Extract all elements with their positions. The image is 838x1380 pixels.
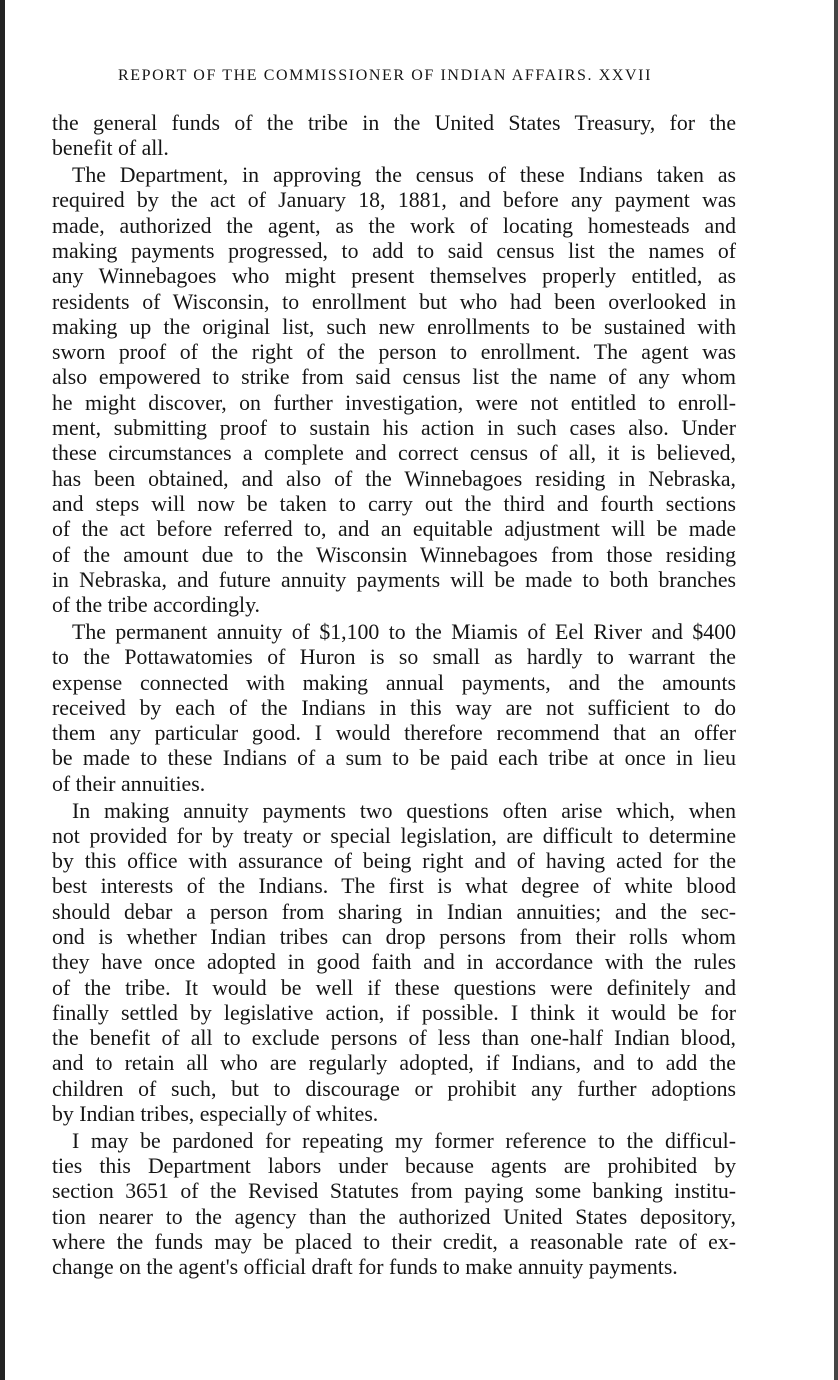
text-line: of the act before referred to, and an equitable adjustment will be made <box>52 517 736 542</box>
text-line: of their annuities. <box>52 771 206 796</box>
text-line: by Indian tribes, especially of whites. <box>52 1102 379 1127</box>
text-line: be made to these Indians of a sum to be paid each tribe at once in lieu <box>52 746 736 771</box>
text-line: best interests of the Indians. The first is what degree of white blood <box>52 874 736 899</box>
body-text <box>52 111 736 1281</box>
text-line: has been obtained, and also of the Winnebagoes residing in Nebraska, <box>52 466 736 491</box>
text-line: tion nearer to the agency than the authorized United States depository, <box>52 1204 736 1229</box>
text-line: made, authorized the agent, as the work of locating homesteads and <box>52 213 736 238</box>
text-line: not provided for by treaty or special legislation, are difficult to determine <box>52 823 736 848</box>
paragraph <box>52 163 736 618</box>
scan-edge-right <box>834 0 838 1380</box>
text-line: making up the original list, such new enrollments to be sustained with <box>52 314 736 339</box>
scan-edge-left <box>0 0 5 1380</box>
text-line: they have once adopted in good faith and in accordance with the rules <box>52 950 736 975</box>
text-line: to the Pottawatomies of Huron is so small as hardly to warrant the <box>52 645 736 670</box>
text-line: section 3651 of the Revised Statutes from paying some banking institu- <box>52 1179 736 1204</box>
text-line: should debar a person from sharing in Indian annuities; and the sec- <box>52 899 736 924</box>
text-line: making payments progressed, to add to said census list the names of <box>52 238 736 263</box>
text-line: sworn proof of the right of the person to enrollment. The agent was <box>52 340 736 365</box>
text-line: them any particular good. I would therefore recommend that an offer <box>52 721 736 746</box>
paragraph <box>52 111 736 162</box>
text-line: he might discover, on further investigation, were not entitled to enroll- <box>52 390 736 415</box>
text-line: expense connected with making annual payments, and the amounts <box>52 670 736 695</box>
text-line: and to retain all who are regularly adopted, if Indians, and to add the <box>52 1051 736 1076</box>
text-line: I may be pardoned for repeating my former reference to the difficul- <box>72 1128 736 1153</box>
paragraph <box>52 1129 736 1281</box>
paragraph <box>52 620 736 797</box>
text-line: change on the agent's official draft for funds to make annuity payments. <box>52 1255 678 1280</box>
text-line: of the tribe. It would be well if these questions were definitely and <box>52 975 736 1000</box>
text-line: The permanent annuity of $1,100 to the Miamis of Eel River and $400 <box>72 619 736 644</box>
text-line: received by each of the Indians in this way are not sufficient to do <box>52 695 736 720</box>
text-line: of the tribe accordingly. <box>52 593 260 618</box>
text-line: in Nebraska, and future annuity payments will be made to both branches <box>52 567 736 592</box>
text-line: and steps will now be taken to carry out the third and fourth sections <box>52 491 736 516</box>
text-line: children of such, but to discourage or prohibit any further adoptions <box>52 1076 736 1101</box>
text-line: also empowered to strike from said census list the name of any whom <box>52 365 736 390</box>
text-line: any Winnebagoes who might present themselves properly entitled, as <box>52 264 736 289</box>
text-line: the general funds of the tribe in the United States Treasury, for the <box>52 111 736 135</box>
text-line: The Department, in approving the census of these Indians taken as <box>72 163 736 188</box>
text-line: by this office with assurance of being right and of having acted for the <box>52 849 736 874</box>
text-line: ties this Department labors under because agents are prohibited by <box>52 1154 736 1179</box>
text-line: of the amount due to the Wisconsin Winnebagoes from those residing <box>52 542 736 567</box>
paragraph <box>52 799 736 1128</box>
text-line: ment, submitting proof to sustain his action in such cases also. Under <box>52 416 736 441</box>
text-line: these circumstances a complete and correct census of all, it is believed, <box>52 441 736 466</box>
text-line: required by the act of January 18, 1881, and before any payment was <box>52 188 736 213</box>
text-line: benefit of all. <box>52 136 169 161</box>
text-line: where the funds may be placed to their credit, a reasonable rate of ex- <box>52 1230 736 1255</box>
text-line: ond is whether Indian tribes can drop persons from their rolls whom <box>52 925 736 949</box>
text-line: residents of Wisconsin, to enrollment but who had been overlooked in <box>52 289 736 314</box>
text-line: In making annuity payments two questions often arise which, when <box>72 798 736 823</box>
text-line: the benefit of all to exclude persons of less than one-half Indian blood, <box>52 1026 736 1051</box>
running-header: REPORT OF THE COMMISSIONER OF INDIAN AFFAIRS. XXVII <box>118 67 653 84</box>
text-line: finally settled by legislative action, if possible. I think it would be for <box>52 1000 736 1025</box>
